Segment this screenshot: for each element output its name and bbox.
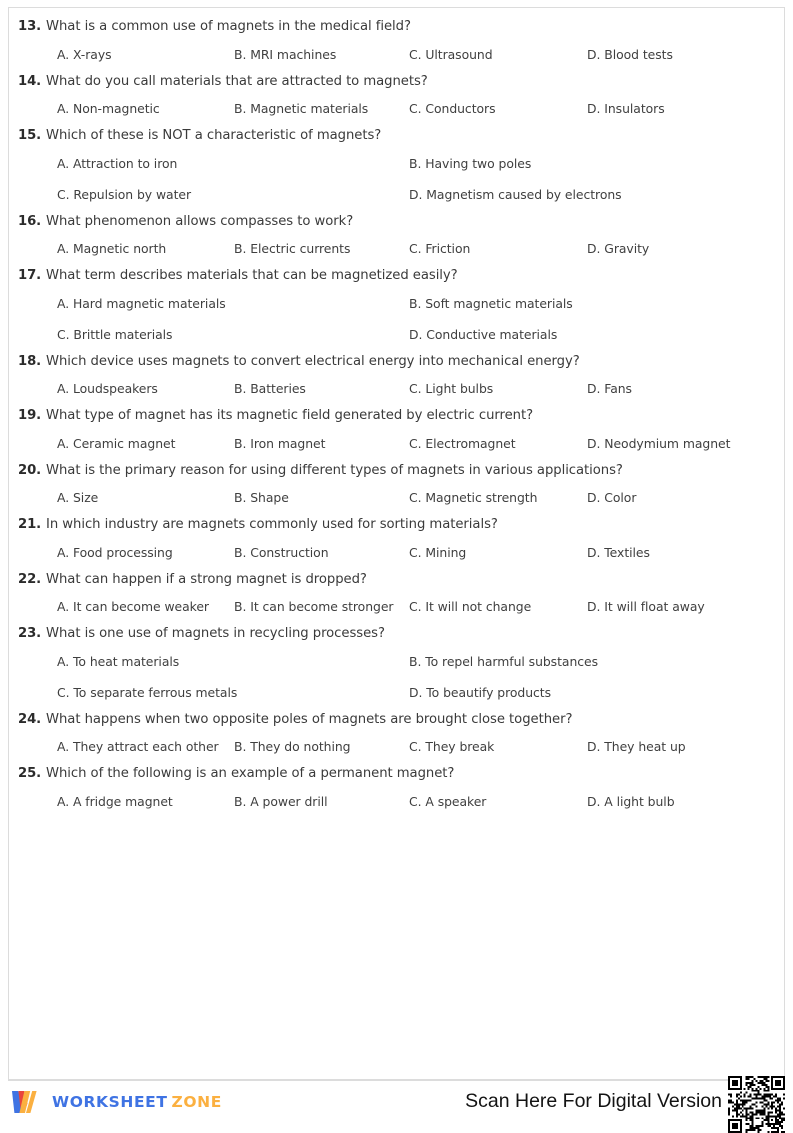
answer-options	[18, 381, 778, 399]
answer-option[interactable]: A. Attraction to iron	[57, 155, 178, 171]
answer-option[interactable]: A. Magnetic north	[57, 241, 167, 256]
answer-option[interactable]: C. Conductors	[409, 101, 496, 116]
answer-option[interactable]: C. A speaker	[409, 793, 487, 809]
question-block	[18, 463, 778, 518]
question-text: What is a common use of magnets in the medical field?	[46, 19, 411, 34]
question-text: What can happen if a strong magnet is dropped?	[46, 571, 367, 587]
answer-option[interactable]: A. To heat materials	[57, 653, 180, 669]
answer-option[interactable]: B. They do nothing	[234, 739, 351, 754]
worksheet-page-frame	[8, 7, 785, 1080]
question-number: 16.	[18, 213, 42, 229]
question-header	[18, 354, 778, 371]
answer-option[interactable]: A. Non-magnetic	[57, 101, 160, 116]
logo-text-zone: ZONE	[171, 1093, 222, 1111]
question-text: What is the primary reason for using different types of magnets in various applications?	[46, 462, 623, 478]
question-block	[18, 626, 778, 712]
page-footer	[0, 1080, 793, 1122]
answer-option[interactable]: D. Color	[587, 490, 637, 505]
answer-option[interactable]: A. X-rays	[57, 46, 112, 62]
question-text: What term describes materials that can be magnetized easily?	[46, 268, 458, 283]
answer-option[interactable]: B. Construction	[234, 544, 329, 560]
answer-option[interactable]: B. A power drill	[234, 793, 328, 809]
answer-options	[18, 794, 778, 812]
question-header	[18, 214, 778, 231]
worksheet-zone-v-mark-icon	[11, 1090, 45, 1114]
answer-option[interactable]: A. Food processing	[57, 544, 173, 560]
answer-option[interactable]: D. Magnetism caused by electrons	[409, 186, 622, 202]
answer-option[interactable]: B. Iron magnet	[234, 435, 326, 451]
question-text: What phenomenon allows compasses to work?	[46, 213, 354, 229]
answer-option[interactable]: B. It can become stronger	[234, 599, 394, 614]
answer-option[interactable]: B. Having two poles	[409, 155, 532, 171]
question-number: 20.	[18, 462, 42, 478]
answer-option[interactable]: A. They attract each other	[57, 739, 219, 754]
answer-option[interactable]: B. Magnetic materials	[234, 101, 369, 116]
question-header	[18, 572, 778, 589]
answer-option[interactable]: D. Blood tests	[587, 46, 673, 62]
answer-option[interactable]: D. Insulators	[587, 101, 665, 116]
answer-option[interactable]: D. Conductive materials	[409, 326, 558, 342]
answer-option[interactable]: D. Gravity	[587, 241, 650, 256]
question-text: What is one use of magnets in recycling processes?	[46, 626, 385, 641]
question-header	[18, 626, 778, 643]
answer-option[interactable]: B. MRI machines	[234, 46, 337, 62]
answer-options	[18, 156, 778, 205]
question-text: Which of the following is an example of a permanent magnet?	[46, 766, 455, 781]
answer-option[interactable]: C. Magnetic strength	[409, 490, 538, 505]
answer-option[interactable]: C. Light bulbs	[409, 381, 494, 396]
question-block	[18, 354, 778, 409]
answer-options	[18, 654, 778, 703]
logo-text-worksheet: WORKSHEET	[52, 1093, 168, 1111]
answer-option[interactable]: C. Brittle materials	[57, 326, 173, 342]
question-header	[18, 766, 778, 783]
answer-option[interactable]: A. Size	[57, 490, 99, 505]
answer-option[interactable]: A. Hard magnetic materials	[57, 295, 226, 311]
answer-option[interactable]: C. Electromagnet	[409, 435, 516, 451]
question-block	[18, 408, 778, 463]
answer-option[interactable]: B. Electric currents	[234, 241, 351, 256]
question-block	[18, 19, 778, 74]
answer-option[interactable]: C. They break	[409, 739, 495, 754]
question-list	[18, 19, 778, 821]
answer-option[interactable]: D. Neodymium magnet	[587, 435, 731, 451]
footer-divider	[8, 1080, 785, 1081]
answer-option[interactable]: C. Ultrasound	[409, 46, 493, 62]
answer-options	[18, 47, 778, 65]
answer-option[interactable]: C. Repulsion by water	[57, 186, 192, 202]
question-block	[18, 517, 778, 572]
answer-options	[18, 490, 778, 508]
answer-option[interactable]: D. Textiles	[587, 544, 650, 560]
question-text: What happens when two opposite poles of magnets are brought close together?	[46, 711, 573, 727]
question-number: 13.	[18, 19, 42, 34]
question-block	[18, 572, 778, 627]
question-header	[18, 19, 778, 36]
worksheet-zone-logo[interactable]	[11, 1089, 222, 1115]
answer-option[interactable]: B. Batteries	[234, 381, 306, 396]
question-header	[18, 128, 778, 145]
answer-option[interactable]: D. They heat up	[587, 739, 686, 754]
question-number: 22.	[18, 571, 42, 587]
question-text: What type of magnet has its magnetic field generated by electric current?	[46, 408, 534, 423]
answer-option[interactable]: D. Fans	[587, 381, 632, 396]
question-block	[18, 268, 778, 354]
question-number: 14.	[18, 73, 42, 89]
question-header	[18, 268, 778, 285]
question-number: 19.	[18, 408, 42, 423]
question-number: 25.	[18, 766, 42, 781]
question-number: 18.	[18, 353, 42, 369]
answer-option[interactable]: A. A fridge magnet	[57, 793, 173, 809]
answer-options	[18, 436, 778, 454]
question-number: 17.	[18, 268, 42, 283]
question-number: 21.	[18, 517, 42, 532]
question-number: 23.	[18, 626, 42, 641]
answer-options	[18, 599, 778, 617]
answer-options	[18, 241, 778, 259]
answer-option[interactable]: B. Shape	[234, 490, 289, 505]
scan-for-digital-version[interactable]	[465, 1084, 785, 1118]
answer-option[interactable]: C. Friction	[409, 241, 471, 256]
question-header	[18, 408, 778, 425]
answer-option[interactable]: C. It will not change	[409, 599, 532, 614]
answer-option[interactable]: A. Ceramic magnet	[57, 435, 176, 451]
answer-option[interactable]: B. Soft magnetic materials	[409, 295, 573, 311]
answer-option[interactable]: A. It can become weaker	[57, 599, 209, 614]
answer-option[interactable]: C. To separate ferrous metals	[57, 684, 238, 700]
question-block	[18, 214, 778, 269]
question-text: What do you call materials that are attracted to magnets?	[46, 73, 428, 89]
question-header	[18, 712, 778, 729]
answer-option[interactable]: B. To repel harmful substances	[409, 653, 598, 669]
qr-code-icon[interactable]	[728, 1076, 785, 1133]
question-text: Which device uses magnets to convert electrical energy into mechanical energy?	[46, 353, 580, 369]
question-block	[18, 74, 778, 129]
answer-options	[18, 296, 778, 345]
answer-option[interactable]: D. It will float away	[587, 599, 705, 614]
answer-option[interactable]: A. Loudspeakers	[57, 381, 158, 396]
question-text: Which of these is NOT a characteristic of magnets?	[46, 128, 382, 143]
question-block	[18, 766, 778, 821]
question-header	[18, 74, 778, 91]
question-number: 24.	[18, 711, 42, 727]
question-number: 15.	[18, 128, 42, 143]
scan-here-label: Scan Here For Digital Version	[465, 1089, 722, 1112]
question-text: In which industry are magnets commonly used for sorting materials?	[46, 517, 498, 532]
answer-option[interactable]: C. Mining	[409, 544, 467, 560]
answer-options	[18, 739, 778, 757]
answer-option[interactable]: D. A light bulb	[587, 793, 675, 809]
answer-options	[18, 101, 778, 119]
question-header	[18, 517, 778, 534]
answer-option[interactable]: D. To beautify products	[409, 684, 552, 700]
question-block	[18, 128, 778, 214]
question-header	[18, 463, 778, 480]
question-block	[18, 712, 778, 767]
answer-options	[18, 545, 778, 563]
